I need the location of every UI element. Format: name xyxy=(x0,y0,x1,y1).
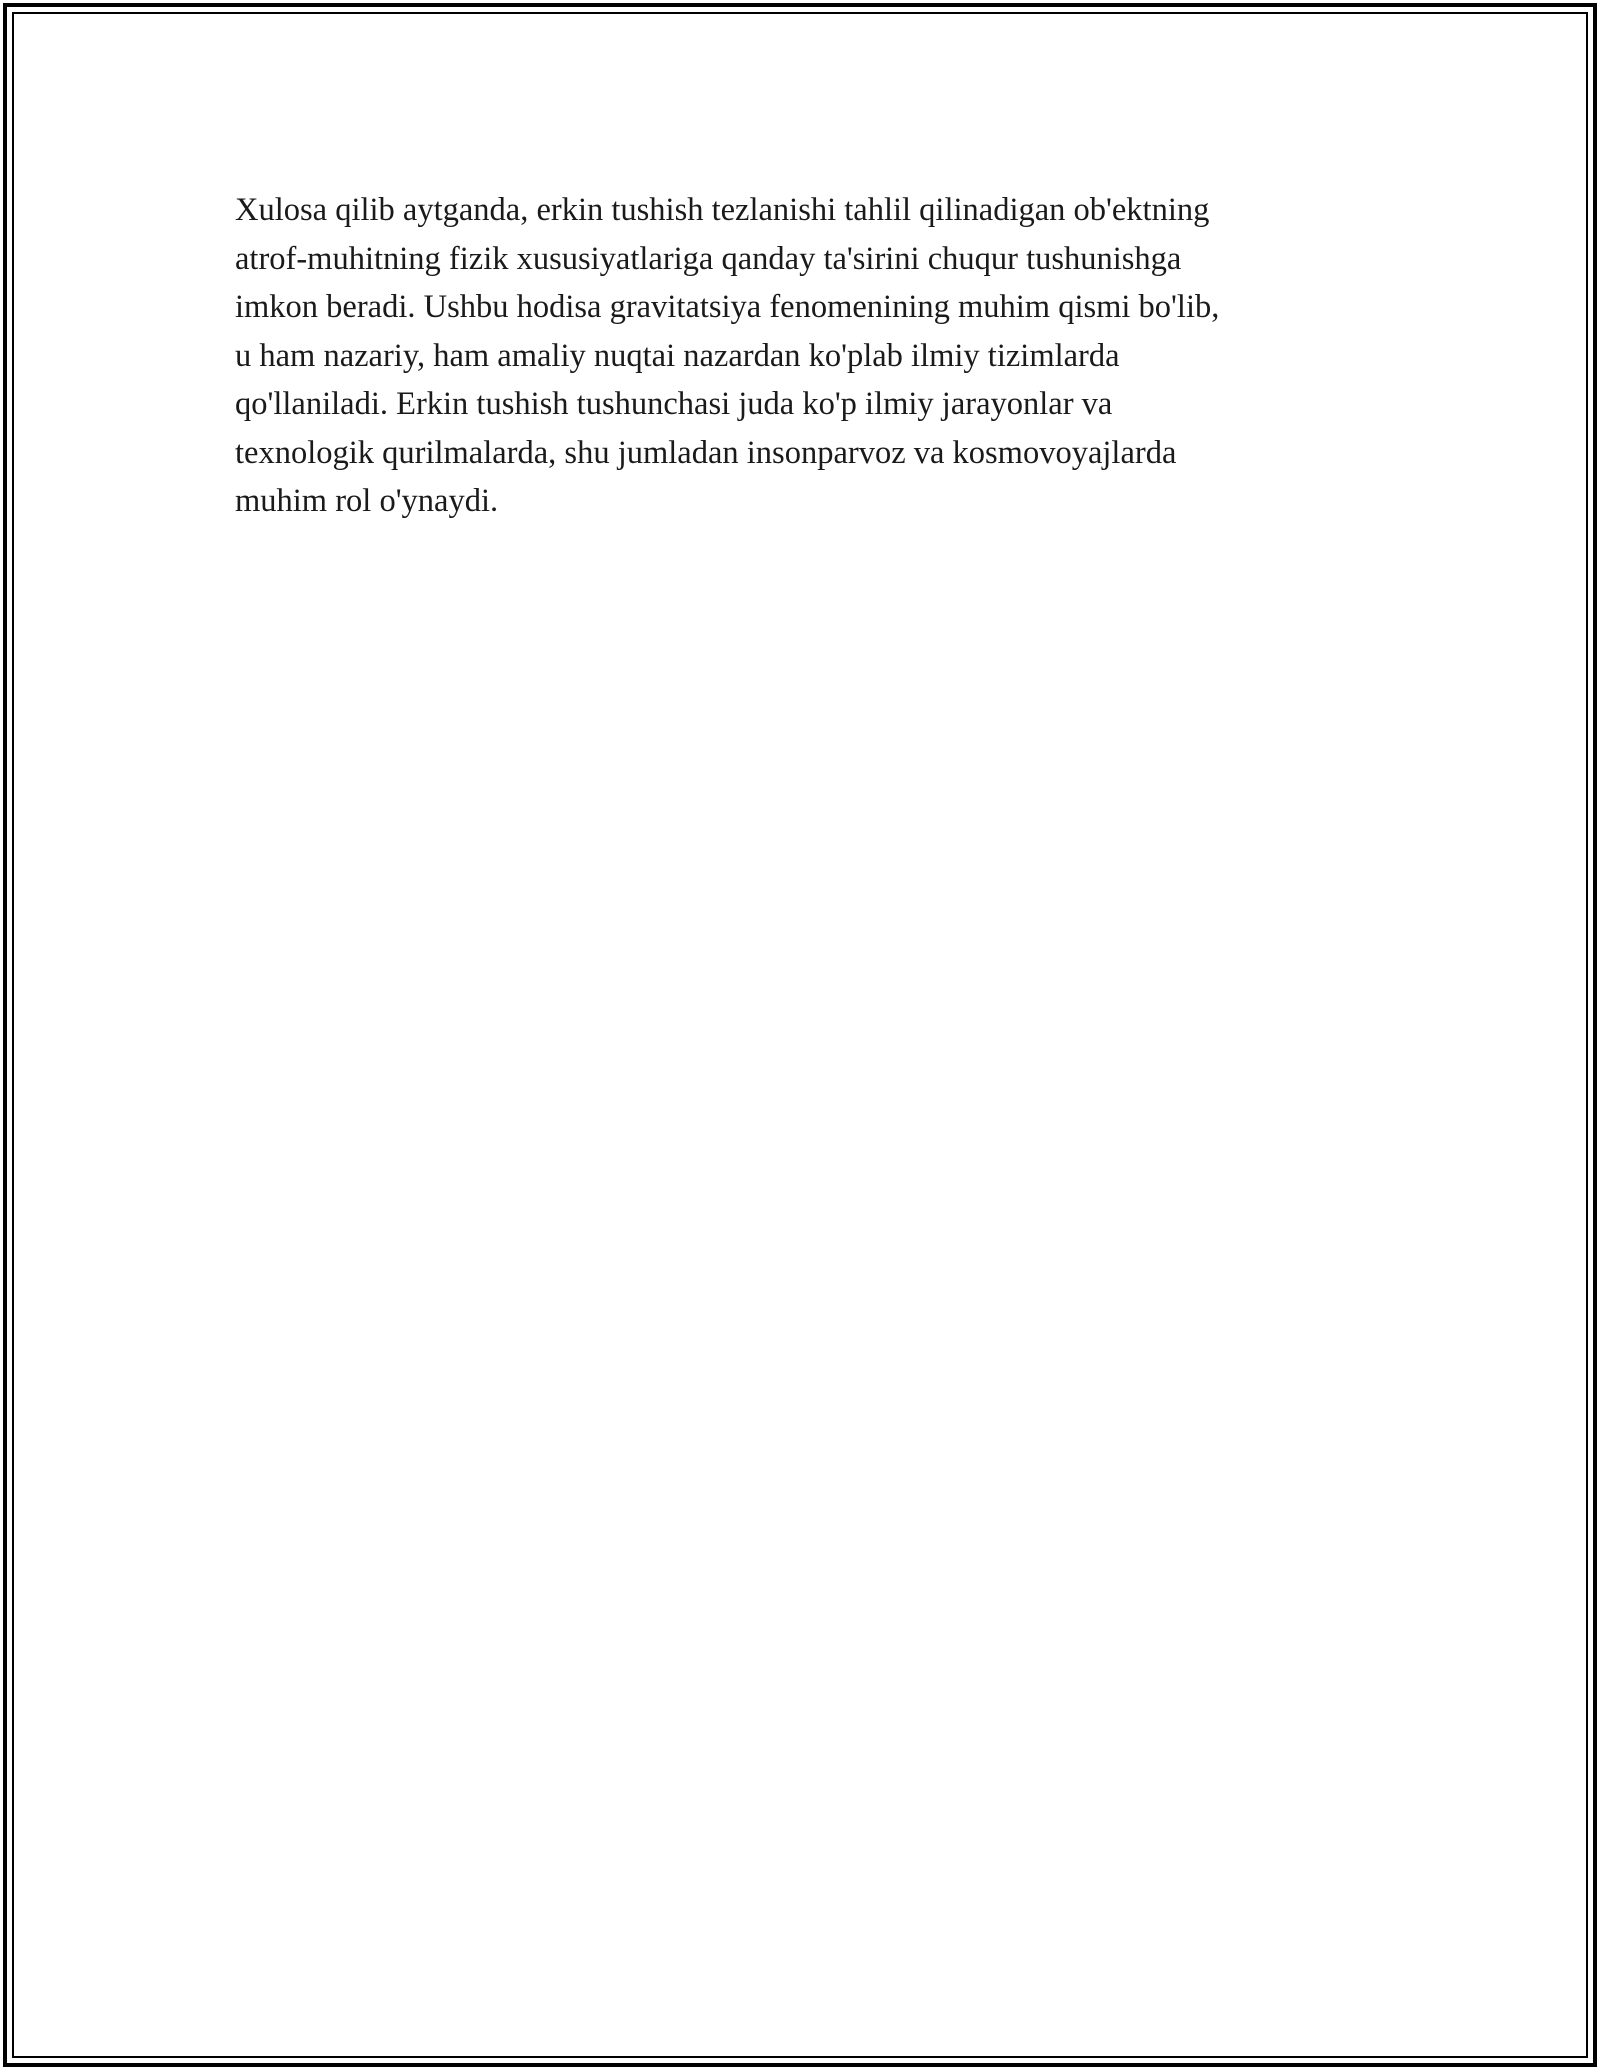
paragraph-line: imkon beradi. Ushbu hodisa gravitatsiya fenomenining muhim qismi bo'lib, xyxy=(235,289,1220,325)
paragraph-line: Xulosa qilib aytganda, erkin tushish tezlanishi tahlil qilinadigan ob'ektning xyxy=(235,192,1210,228)
paragraph-line: u ham nazariy, ham amaliy nuqtai nazardan ko'plab ilmiy tizimlarda xyxy=(235,337,1120,374)
paragraph-line: atrof-muhitning fizik xususiyatlariga qanday ta'sirini chuqur tushunishga xyxy=(235,240,1182,277)
paragraph-line: muhim rol o'ynaydi. xyxy=(235,483,499,519)
body-paragraph xyxy=(235,186,1365,526)
paragraph-line: texnologik qurilmalarda, shu jumladan insonparvoz va kosmovoyajlarda xyxy=(235,434,1177,471)
paragraph-line: qo'llaniladi. Erkin tushish tushunchasi juda ko'p ilmiy jarayonlar va xyxy=(235,386,1113,422)
